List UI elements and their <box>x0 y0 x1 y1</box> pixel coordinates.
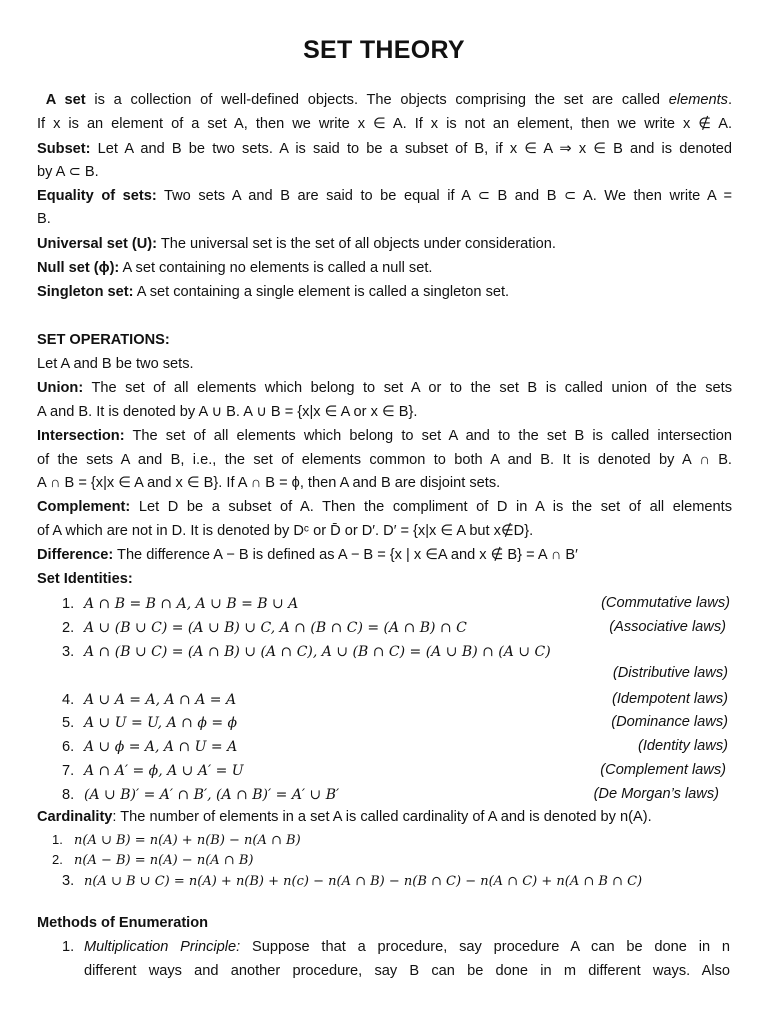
law-label: (Associative laws) <box>609 619 726 635</box>
singleton-term: Singleton set: <box>37 284 134 300</box>
cardinality-formula: 1. n(A ∪ B) = n(A) + n(B) − n(A ∩ B) <box>52 832 301 848</box>
set-definition: A set is a collection of well-defined objects. The objects comprising the set are called elements. <box>45 92 732 108</box>
law-label: (De Morgan’s laws) <box>593 786 719 802</box>
cardinality-term: Cardinality <box>37 809 113 825</box>
law-label: (Dominance laws) <box>611 714 728 730</box>
intersection-notation: A ∩ B = {x|x ∈ A and x ∈ B}. If A ∩ B = ϕ, then A and B are disjoint sets. <box>37 475 501 491</box>
cardinality-definition: Cardinality: The number of elements in a set A is called cardinality of A and is denoted by n(A). <box>37 809 652 825</box>
law-label: (Idempotent laws) <box>612 691 728 707</box>
identity-item: 8. (A ∪ B)′ = A′ ∩ B′, (A ∩ B)′ = A′ ∪ B′ (De Morgan’s laws) <box>62 786 719 803</box>
multiplication-principle-continued: different ways and another procedure, say B can be done in m different ways. Also <box>84 963 730 979</box>
identity-item: 3. A ∩ (B ∪ C) = (A ∩ B) ∪ (A ∩ C), A ∪ (B ∩ C) = (A ∪ B) ∩ (A ∪ C) <box>62 644 551 660</box>
subset-definition: Subset: Let A and B be two sets. A is said to be a subset of B, if x ∈ A ⇒ x ∈ B and is denoted <box>37 141 732 157</box>
identity-item: 5. A ∪ U = U, A ∩ ϕ = ϕ (Dominance laws) <box>62 714 728 731</box>
equality-continued: B. <box>37 211 51 227</box>
law-label: (Commutative laws) <box>601 595 730 611</box>
null-set-definition: Null set (ϕ): A set containing no elements is called a null set. <box>37 260 433 276</box>
null-term: Null set (ϕ): <box>37 260 120 276</box>
operations-intro: Let A and B be two sets. <box>37 356 194 372</box>
intersection-continued: of the sets A and B, i.e., the set of elements common to both A and B. It is denoted by A ∩ B. <box>37 452 732 468</box>
identity-item: 1. A ∩ B = B ∩ A, A ∪ B = B ∪ A (Commutative laws) <box>62 595 730 612</box>
complement-notation: of A which are not in D. It is denoted by Dᶜ or D̄ or D′. D′ = {x|x ∈ A but x∉D}. <box>37 523 534 539</box>
principle-name: Multiplication Principle: <box>84 939 241 955</box>
intersection-definition: Intersection: The set of all elements which belong to set A and to the set B is called intersection <box>37 428 732 444</box>
set-membership-text: If x is an element of a set A, then we write x ∈ A. If x is not an element, then we write x ∉ A. <box>37 116 732 132</box>
equality-definition: Equality of sets: Two sets A and B are said to be equal if A ⊂ B and B ⊂ A. We then write A = <box>37 188 732 204</box>
complement-term: Complement: <box>37 499 131 515</box>
multiplication-principle: 1. Multiplication Principle: Suppose that a procedure, say procedure A can be done in n <box>62 939 730 955</box>
difference-definition: Difference: The difference A − B is defined as A − B = {x | x ∈A and x ∉ B} = A ∩ B′ <box>37 547 578 563</box>
universal-term: Universal set (U): <box>37 236 158 252</box>
law-label: (Distributive laws) <box>612 665 728 681</box>
set-identities-heading: Set Identities: <box>37 571 133 587</box>
identity-item: 4. A ∪ A = A, A ∩ A = A (Idempotent laws) <box>62 691 728 708</box>
law-label: (Complement laws) <box>600 762 726 778</box>
set-operations-heading: SET OPERATIONS: <box>37 332 170 348</box>
equality-term: Equality of sets: <box>37 188 157 204</box>
difference-term: Difference: <box>37 547 114 563</box>
singleton-set-definition: Singleton set: A set containing a single element is called a singleton set. <box>37 284 510 300</box>
subset-notation: by A ⊂ B. <box>37 164 99 180</box>
identity-item: 6. A ∪ ϕ = A, A ∩ U = A (Identity laws) <box>62 738 728 755</box>
cardinality-formula: 3. n(A ∪ B ∪ C) = n(A) + n(B) + n(c) − n(A ∩ B) − n(B ∩ C) − n(A ∩ C) + n(A ∩ B ∩ C) <box>62 873 643 889</box>
page-title: SET THEORY <box>303 36 465 64</box>
union-definition: Union: The set of all elements which belong to set A or to the set B is called union of the sets <box>37 380 732 396</box>
identity-item: 7. A ∩ A′ = ϕ, A ∪ A′ = U (Complement laws) <box>62 762 726 779</box>
subset-term: Subset: <box>37 141 91 157</box>
universal-set-definition: Universal set (U): The universal set is the set of all objects under consideration. <box>37 236 556 252</box>
union-notation: A and B. It is denoted by A ∪ B. A ∪ B = {x|x ∈ A or x ∈ B}. <box>37 404 418 420</box>
identity-item: 2. A ∪ (B ∪ C) = (A ∪ B) ∪ C, A ∩ (B ∩ C) = (A ∩ B) ∩ C (Associative laws) <box>62 619 726 636</box>
union-term: Union: <box>37 380 84 396</box>
enumeration-heading: Methods of Enumeration <box>37 915 209 931</box>
law-label: (Identity laws) <box>637 738 728 754</box>
complement-definition: Complement: Let D be a subset of A. Then the compliment of D in A is the set of all elements <box>37 499 732 515</box>
set-term: A set <box>45 92 86 108</box>
cardinality-formula: 2. n(A − B) = n(A) − n(A ∩ B) <box>52 852 254 868</box>
intersection-term: Intersection: <box>37 428 125 444</box>
